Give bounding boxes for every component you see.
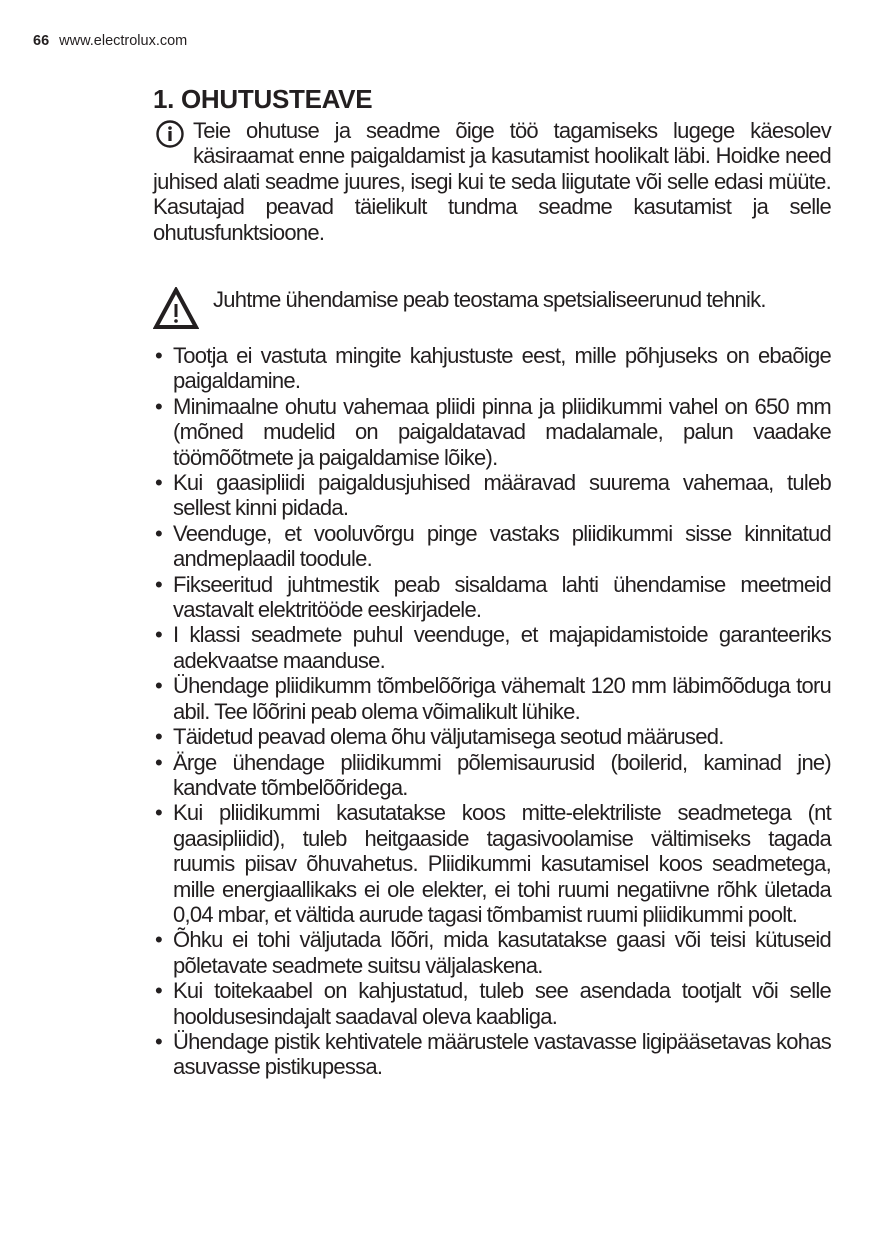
list-item (153, 927, 831, 978)
bullet-marker: • (155, 673, 162, 699)
list-item-text: Veenduge, et vooluvõrgu pinge vastaks pliidikummi sisse kinnitatud andmeplaadil toodule. (173, 520, 831, 572)
bullet-marker: • (155, 927, 162, 953)
bullet-marker: • (155, 393, 162, 419)
list-item-text: Õhku ei tohi väljutada lõõri, mida kasutatakse gaasi või teisi kütuseid põletavate seadmete suitsu väljalaskena. (173, 927, 831, 978)
section-title: 1. OHUTUSTEAVE (153, 84, 373, 114)
bullet-marker: • (155, 343, 162, 368)
list-item-text: Kui gaasipliidi paigaldusjuhised määravad suurema vahemaa, tuleb sellest kinni pidada. (173, 470, 831, 521)
list-item-text: Ärge ühendage pliidikummi põlemisaurusid (boilerid, kaminad jne) kandvate tõmbelõõridega. (173, 749, 831, 800)
list-item-text: Minimaalne ohutu vahemaa pliidi pinna ja pliidikummi vahel on 650 mm (mõned mudelid on paigaldatavad madalamale, palun vaadake töömõõtmete ja paigaldamise lõike). (173, 393, 831, 470)
header-url: www.electrolux.com (59, 33, 188, 49)
list-item-text: Kui pliidikummi kasutatakse koos mitte-elektriliste seadmetega (nt gaasipliidid), tuleb heitgaaside tagasivoolamise vältimiseks tagada ruumis piisav õhuvahetus. Pliidikummi kasutamisel koos seadmetega, mille energiaallikaks ei ole elekter, ei tohi ruumi negatiivne rõhk ületada 0,04 mbar, et vältida aurude tagasi tõmbamist ruumi pliidikummi poolt. (173, 800, 831, 927)
list-item-text: Kui toitekaabel on kahjustatud, tuleb see asendada tootjalt või selle hooldusesindajalt saadaval oleva kaabliga. (173, 978, 831, 1029)
bullet-marker: • (155, 800, 162, 826)
list-item (153, 800, 831, 927)
bullet-marker: • (155, 749, 162, 775)
page-number: 66 (33, 33, 50, 49)
list-item-text: Fikseeritud juhtmestik peab sisaldama lahti ühendamise meetmeid vastavalt elektritööde eeskirjadele. (173, 571, 831, 623)
bullet-marker: • (155, 571, 162, 597)
list-item (153, 521, 831, 572)
list-item (153, 622, 831, 673)
warning-text: Juhtme ühendamise peab teostama spetsialiseerunud tehnik. (213, 287, 766, 312)
list-item (153, 470, 831, 521)
bullet-marker: • (155, 978, 162, 1004)
list-item-text: Ühendage pliidikumm tõmbelõõriga vähemalt 120 mm läbimõõduga toru abil. Tee lõõrini peab olema võimalikult lühike. (173, 673, 831, 724)
list-item (153, 1029, 831, 1080)
warning-icon (153, 287, 199, 331)
bullet-marker: • (155, 622, 162, 648)
list-item (153, 978, 831, 1029)
info-paragraph (153, 118, 831, 245)
list-item (153, 394, 831, 470)
list-item-text: Tootja ei vastuta mingite kahjustuste eest, mille põhjuseks on ebaõige paigaldamine. (173, 343, 831, 394)
bullet-marker: • (155, 470, 162, 496)
safety-list (153, 343, 831, 1080)
list-item (153, 572, 831, 623)
list-item (153, 673, 831, 724)
bullet-marker: • (155, 724, 162, 750)
bullet-marker: • (155, 520, 162, 546)
warning-paragraph (153, 287, 831, 312)
list-item-text: Ühendage pistik kehtivatele määrustele vastavasse ligipääsetavas kohas asuvasse pistikupessa. (173, 1028, 831, 1080)
info-icon (155, 120, 185, 148)
info-text: Teie ohutuse ja seadme õige töö tagamiseks lugege käesolev käsiraamat enne paigaldamist ja kasutamist hoolikalt läbi. Hoidke need juhised alati seadme juures, isegi kui te seda liigutate või selle edasi müüte. Kasutajad peavad täielikult tundma seadme kasutamist ja selle ohutusfunktsioone. (153, 118, 831, 245)
list-item (153, 343, 831, 394)
bullet-marker: • (155, 1028, 162, 1054)
page-header (33, 33, 187, 49)
list-item (153, 724, 831, 749)
list-item-text: Täidetud peavad olema õhu väljutamisega seotud määrused. (173, 724, 724, 750)
list-item-text: I klassi seadmete puhul veenduge, et majapidamistoide garanteeriks adekvaatse maanduse. (173, 622, 831, 673)
list-item (153, 750, 831, 801)
